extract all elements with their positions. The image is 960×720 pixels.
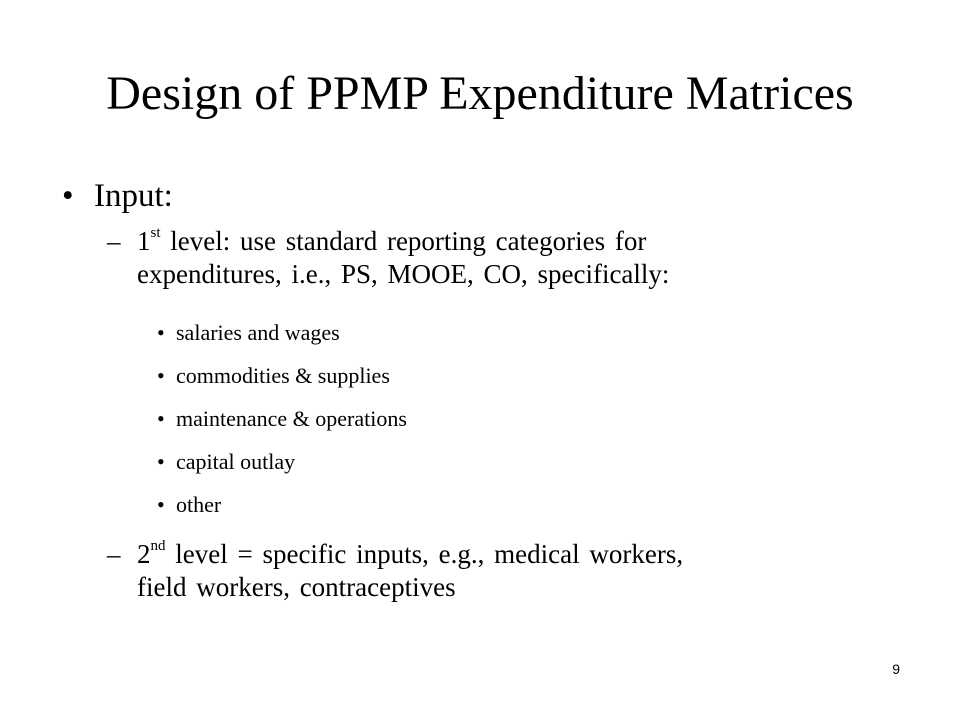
first-level-number: 1	[137, 226, 151, 256]
page-number: 9	[892, 661, 900, 677]
sub-bullet-mark: •	[157, 406, 165, 431]
sub-bullet-mark: •	[157, 320, 165, 345]
sub-item-text: other	[176, 492, 222, 517]
second-level-suffix: nd	[150, 538, 166, 554]
second-level-line-1	[137, 538, 683, 571]
slide-title: Design of PPMP Expenditure Matrices	[106, 67, 854, 120]
first-level-item	[107, 225, 669, 291]
bullet-mark: •	[62, 178, 74, 214]
second-level-line-1-text: level = specific inputs, e.g., medical workers,	[165, 539, 684, 569]
dash-mark: –	[107, 226, 121, 256]
sub-bullet-mark: •	[157, 449, 165, 474]
sub-item-capital	[157, 449, 295, 475]
first-level-line-1-text: level: use standard reporting categories for	[160, 226, 647, 256]
bullet-input-text: Input:	[94, 178, 173, 214]
second-level-line-2: field workers, contraceptives	[137, 572, 456, 602]
sub-bullet-mark: •	[157, 492, 165, 517]
sub-item-text: capital outlay	[176, 449, 296, 474]
first-level-line-1	[137, 225, 669, 258]
sub-item-salaries	[157, 320, 340, 346]
sub-item-other	[157, 492, 221, 518]
second-level-number: 2	[137, 539, 151, 569]
sub-item-text: salaries and wages	[176, 320, 340, 345]
first-level-line-2: expenditures, i.e., PS, MOOE, CO, specifically:	[137, 259, 670, 289]
sub-item-commodities	[157, 363, 390, 389]
sub-item-maintenance	[157, 406, 407, 432]
first-level-suffix: st	[150, 225, 161, 241]
dash-mark: –	[107, 539, 121, 569]
sub-bullet-mark: •	[157, 363, 165, 388]
second-level-item	[107, 538, 683, 604]
sub-item-text: maintenance & operations	[176, 406, 407, 431]
bullet-input	[62, 174, 173, 218]
sub-item-text: commodities & supplies	[176, 363, 390, 388]
